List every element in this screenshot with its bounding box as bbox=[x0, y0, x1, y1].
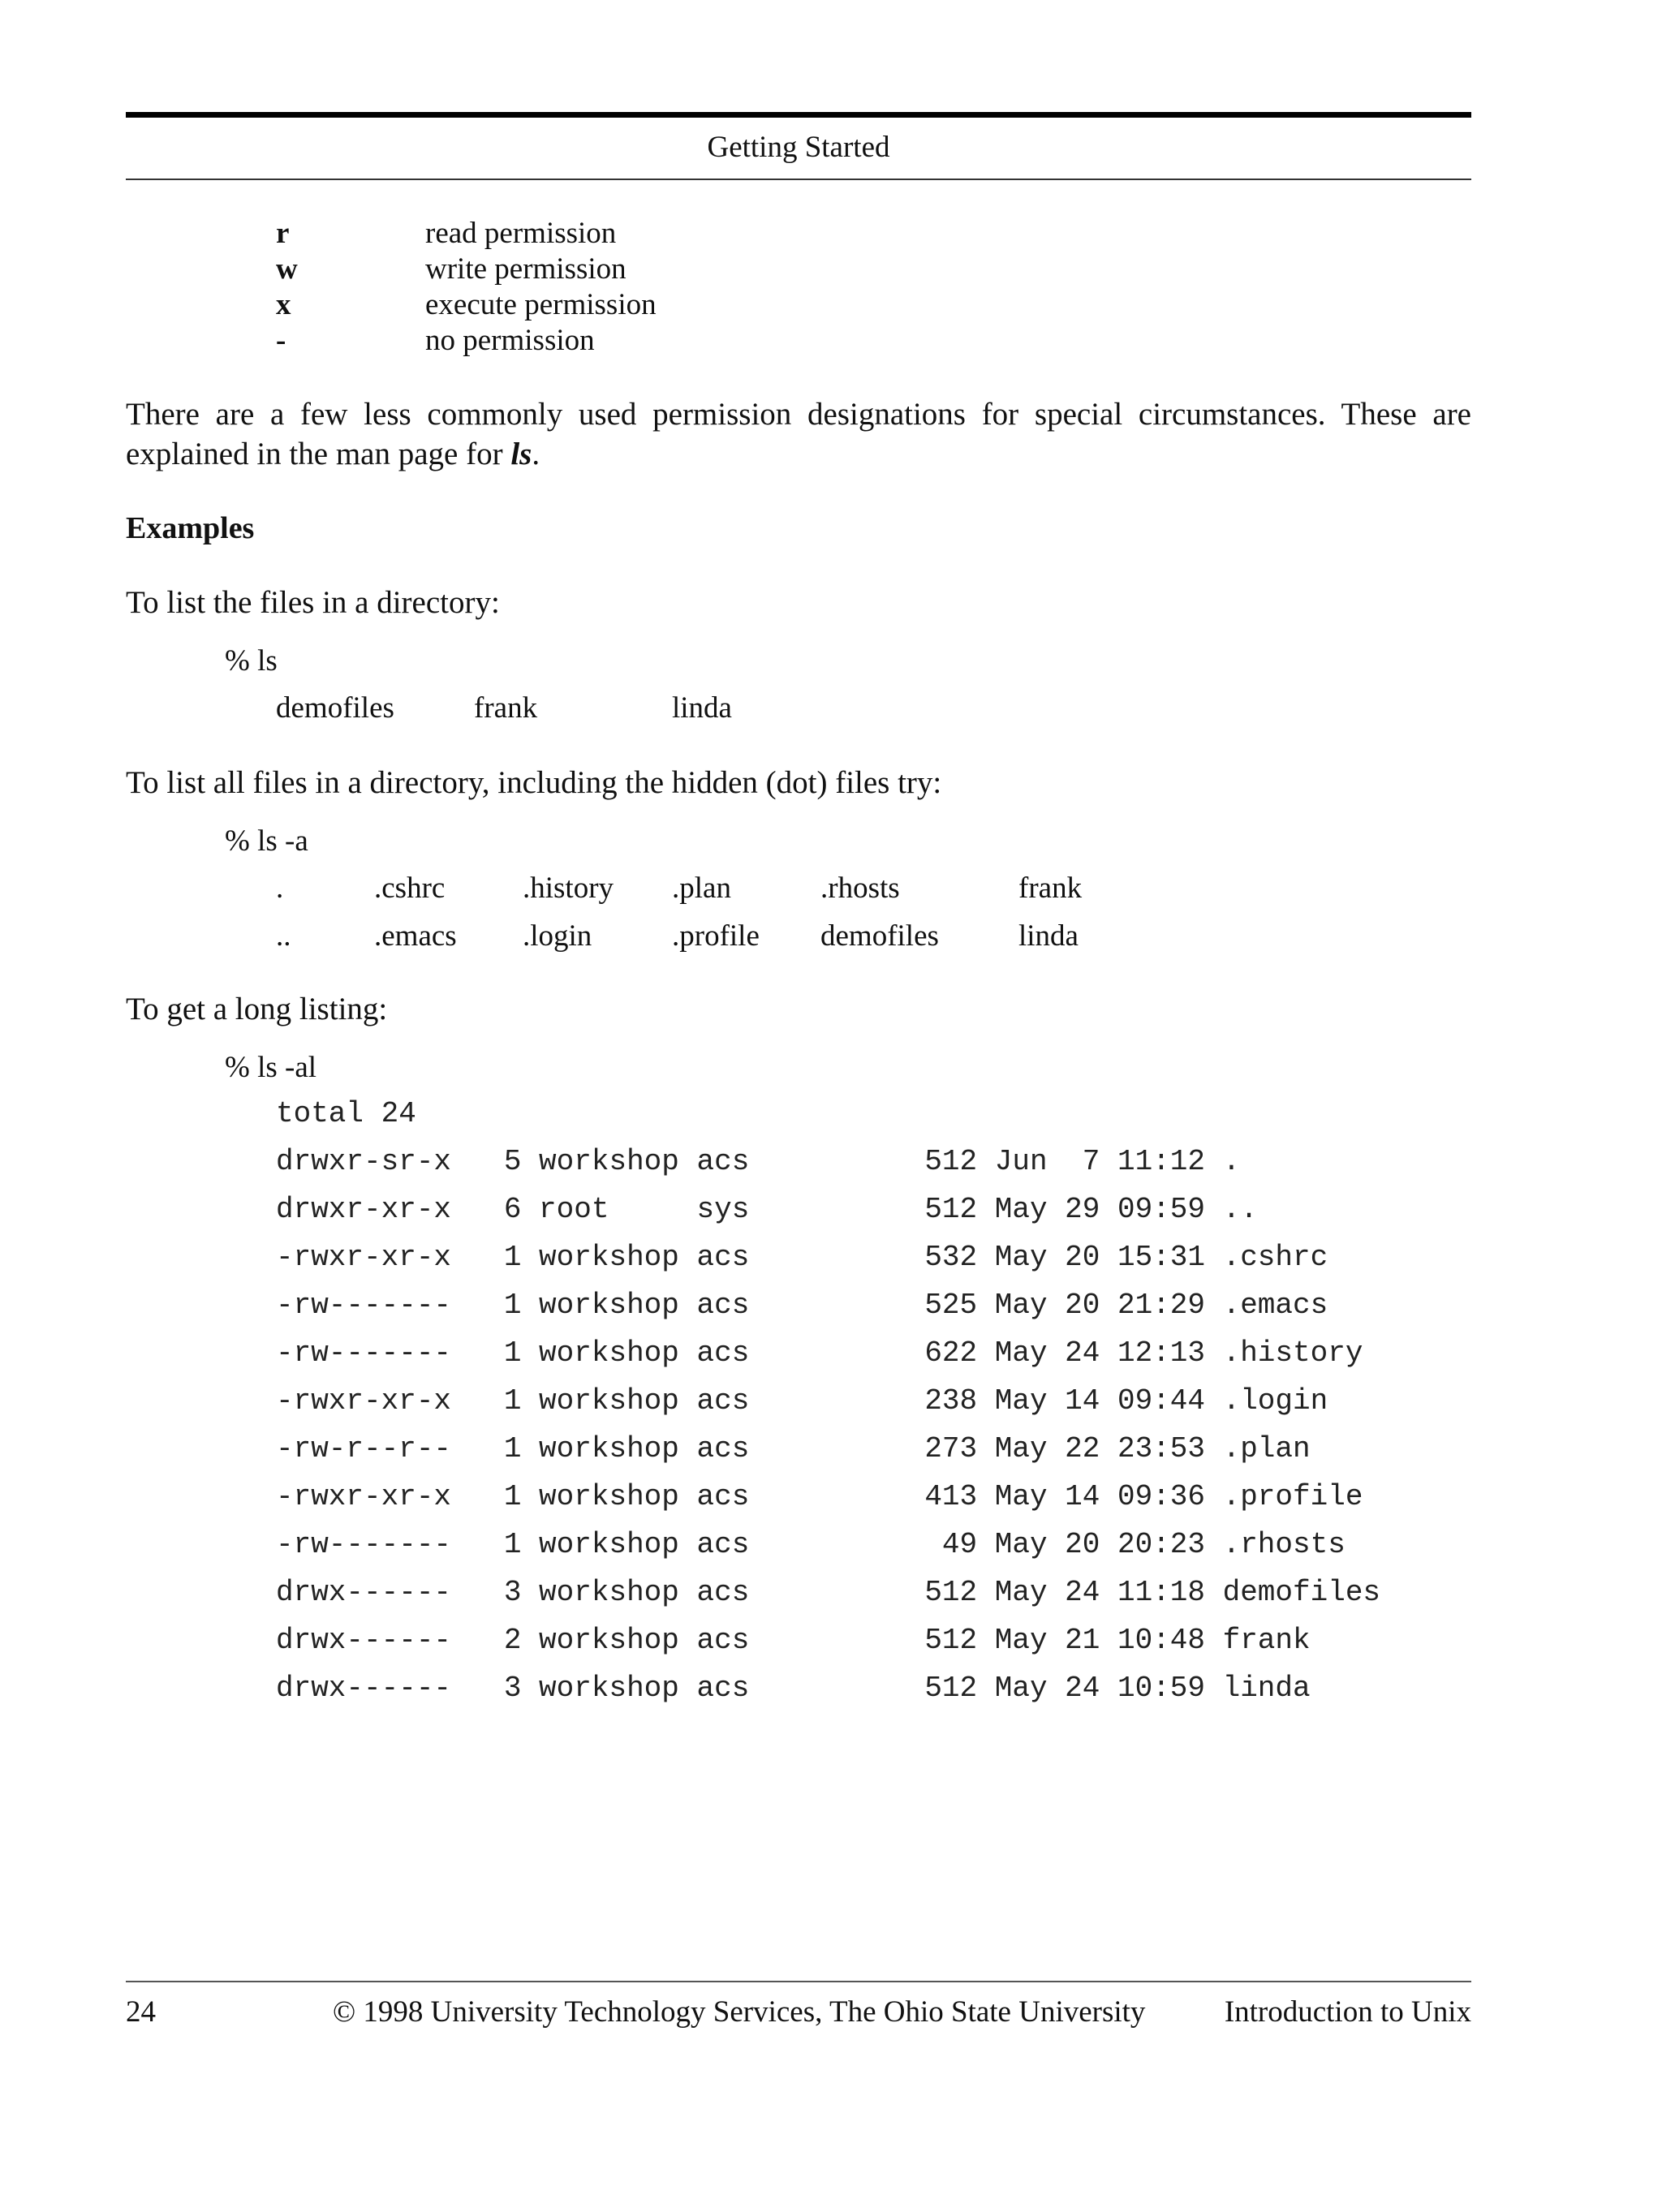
file-name: frank bbox=[474, 691, 538, 725]
file-name: .history bbox=[523, 871, 614, 905]
example-lead: To get a long listing: bbox=[126, 992, 388, 1026]
intro-paragraph bbox=[126, 394, 1471, 474]
file-name: linda bbox=[1018, 919, 1079, 953]
example-command: % ls -al bbox=[225, 1051, 317, 1084]
permission-key: x bbox=[276, 288, 291, 321]
listing-line: drwxr-sr-x 5 workshop acs 512 Jun 7 11:12 . bbox=[276, 1145, 1241, 1178]
permission-desc: no permission bbox=[425, 324, 595, 357]
listing-line: -rw------- 1 workshop acs 525 May 20 21:29 .emacs bbox=[276, 1289, 1328, 1322]
file-name: .. bbox=[276, 919, 291, 953]
header-rule-thick bbox=[126, 112, 1471, 118]
listing-line: drwxr-xr-x 6 root sys 512 May 29 09:59 .. bbox=[276, 1193, 1258, 1226]
page-number: 24 bbox=[126, 1995, 156, 2029]
listing-line: -rwxr-xr-x 1 workshop acs 532 May 20 15:31 .cshrc bbox=[276, 1241, 1328, 1274]
intro-text-end: . bbox=[532, 437, 540, 471]
file-name: .cshrc bbox=[374, 871, 446, 905]
file-name: .profile bbox=[672, 919, 760, 953]
permission-key: w bbox=[276, 252, 298, 286]
listing-line: drwx------ 3 workshop acs 512 May 24 10:59 linda bbox=[276, 1672, 1311, 1705]
footer-title: Introduction to Unix bbox=[1224, 1995, 1471, 2029]
file-name: frank bbox=[1018, 871, 1083, 905]
section-heading: Examples bbox=[126, 511, 255, 545]
listing-line: total 24 bbox=[276, 1097, 416, 1130]
file-name: . bbox=[276, 871, 284, 905]
footer-rule bbox=[126, 1981, 1471, 1982]
example-lead: To list the files in a directory: bbox=[126, 585, 500, 620]
file-name: .rhosts bbox=[820, 871, 900, 905]
listing-line: -rwxr-xr-x 1 workshop acs 238 May 14 09:44 .login bbox=[276, 1384, 1328, 1418]
ls-command-ref: ls bbox=[510, 437, 532, 471]
permission-desc: write permission bbox=[425, 252, 626, 286]
file-name: .plan bbox=[672, 871, 731, 905]
permission-desc: execute permission bbox=[425, 288, 657, 321]
intro-text: There are a few less commonly used permission designations for special circumstances. These are explained in the man page for bbox=[126, 397, 1471, 471]
header-rule-thin bbox=[126, 179, 1471, 180]
permission-desc: read permission bbox=[425, 217, 617, 250]
file-name: .emacs bbox=[374, 919, 457, 953]
file-name: demofiles bbox=[276, 691, 394, 725]
listing-line: -rw------- 1 workshop acs 49 May 20 20:23 .rhosts bbox=[276, 1528, 1346, 1561]
file-name: demofiles bbox=[820, 919, 939, 953]
listing-line: -rw-r--r-- 1 workshop acs 273 May 22 23:53 .plan bbox=[276, 1432, 1311, 1465]
example-lead: To list all files in a directory, including the hidden (dot) files try: bbox=[126, 765, 942, 800]
permission-key: - bbox=[276, 324, 286, 357]
listing-line: -rw------- 1 workshop acs 622 May 24 12:13 .history bbox=[276, 1336, 1363, 1370]
listing-line: drwx------ 3 workshop acs 512 May 24 11:18 demofiles bbox=[276, 1576, 1381, 1609]
file-name: linda bbox=[672, 691, 732, 725]
running-header: Getting Started bbox=[707, 131, 890, 164]
file-name: .login bbox=[523, 919, 592, 953]
permission-key: r bbox=[276, 217, 290, 250]
listing-line: -rwxr-xr-x 1 workshop acs 413 May 14 09:36 .profile bbox=[276, 1480, 1363, 1513]
footer-copyright: © 1998 University Technology Services, The Ohio State University bbox=[333, 1995, 1146, 2029]
example-command: % ls bbox=[225, 644, 278, 678]
example-command: % ls -a bbox=[225, 824, 308, 858]
listing-line: drwx------ 2 workshop acs 512 May 21 10:48 frank bbox=[276, 1624, 1311, 1657]
